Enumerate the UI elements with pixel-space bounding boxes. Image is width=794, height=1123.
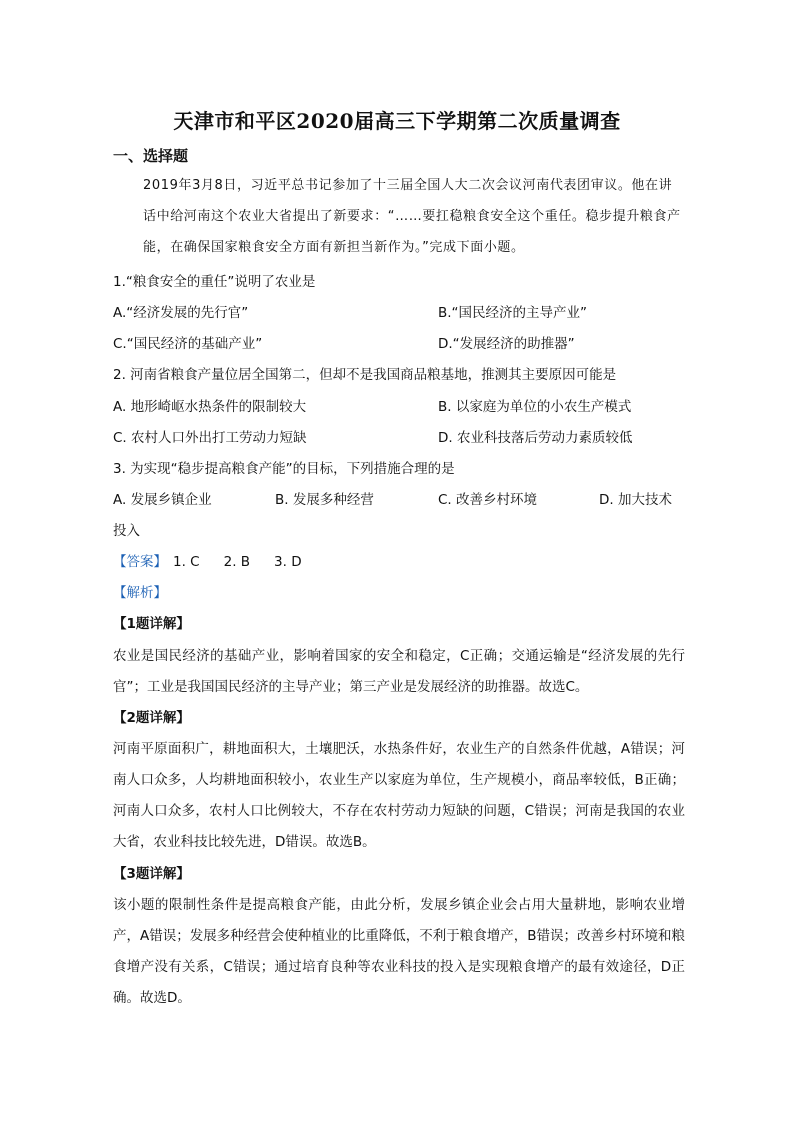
detail-3-label: 【3题详解】 bbox=[113, 866, 190, 882]
question-1-option-d: D.“发展经济的助推器” bbox=[438, 336, 575, 352]
answer-row bbox=[113, 550, 326, 570]
question-3-stem: 3. 为实现“稳步提高粮食产能”的目标，下列措施合理的是 bbox=[113, 461, 455, 477]
answer-items bbox=[173, 554, 326, 570]
page-title: 天津市和平区2020届高三下学期第二次质量调查 bbox=[173, 109, 621, 133]
answer-label: 【答案】 bbox=[113, 554, 167, 570]
answer-item: 3. D bbox=[274, 554, 302, 570]
question-3-option-a: A. 发展乡镇企业 bbox=[113, 492, 212, 508]
detail-2-text: 河南平原面积广，耕地面积大，土壤肥沃，水热条件好，农业生产的自然条件优越，A错误；河南人口众多，人均耕地面积较小，农业生产以家庭为单位，生产规模小，商品率较低，B正确；河南人口众多，农村人口比例较大，不存在农村劳动力短缺的问题，C错误；河南是我国的农业大省，农业科技比较先进，D错误。故选B。 bbox=[113, 741, 685, 850]
intro-text: 2019年3月8日，习近平总书记参加了十三届全国人大二次会议河南代表团审议。他在讲话中给河南这个农业大省提出了新要求：“……要扛稳粮食安全这个重任。稳步提升粮食产能，在确保国家粮食安全方面有新担当新作为。”完成下面小题。 bbox=[143, 178, 681, 255]
analysis-label: 【解析】 bbox=[113, 585, 167, 601]
question-1-option-a: A.“经济发展的先行官” bbox=[113, 305, 249, 321]
question-2-stem: 2. 河南省粮食产量位居全国第二，但却不是我国商品粮基地，推测其主要原因可能是 bbox=[113, 367, 617, 383]
detail-1-text: 农业是国民经济的基础产业，影响着国家的安全和稳定，C正确；交通运输是“经济发展的先行官”；工业是我国国民经济的主导产业；第三产业是发展经济的助推器。故选C。 bbox=[113, 648, 685, 695]
question-1-option-b: B.“国民经济的主导产业” bbox=[438, 305, 588, 321]
question-2-option-b: B. 以家庭为单位的小农生产模式 bbox=[438, 399, 632, 415]
question-3-option-d: D. 加大技术 bbox=[599, 492, 672, 508]
answer-item: 2. B bbox=[223, 554, 251, 570]
question-1-stem: 1.“粮食安全的重任”说明了农业是 bbox=[113, 274, 316, 290]
question-3-option-c: C. 改善乡村环境 bbox=[438, 492, 538, 508]
detail-1-label: 【1题详解】 bbox=[113, 616, 190, 632]
question-3-option-b: B. 发展多种经营 bbox=[275, 492, 374, 508]
question-2-option-c: C. 农村人口外出打工劳动力短缺 bbox=[113, 430, 307, 446]
question-2-option-a: A. 地形崎岖水热条件的限制较大 bbox=[113, 399, 307, 415]
detail-3-text: 该小题的限制性条件是提高粮食产能，由此分析，发展乡镇企业会占用大量耕地，影响农业增产，A错误；发展多种经营会使种植业的比重降低，不利于粮食增产，B错误；改善乡村环境和粮食增产没有关系，C错误；通过培育良种等农业科技的投入是实现粮食增产的最有效途径，D正确。故选D。 bbox=[113, 897, 685, 1006]
intro-paragraph bbox=[113, 170, 683, 263]
question-2-option-d: D. 农业科技落后劳动力素质较低 bbox=[438, 430, 633, 446]
answer-item: 1. C bbox=[173, 554, 200, 570]
detail-2-label: 【2题详解】 bbox=[113, 710, 190, 726]
question-3-option-d-continuation: 投入 bbox=[113, 523, 140, 539]
question-1-option-c: C.“国民经济的基础产业” bbox=[113, 336, 263, 352]
section-heading: 一、选择题 bbox=[113, 147, 189, 165]
